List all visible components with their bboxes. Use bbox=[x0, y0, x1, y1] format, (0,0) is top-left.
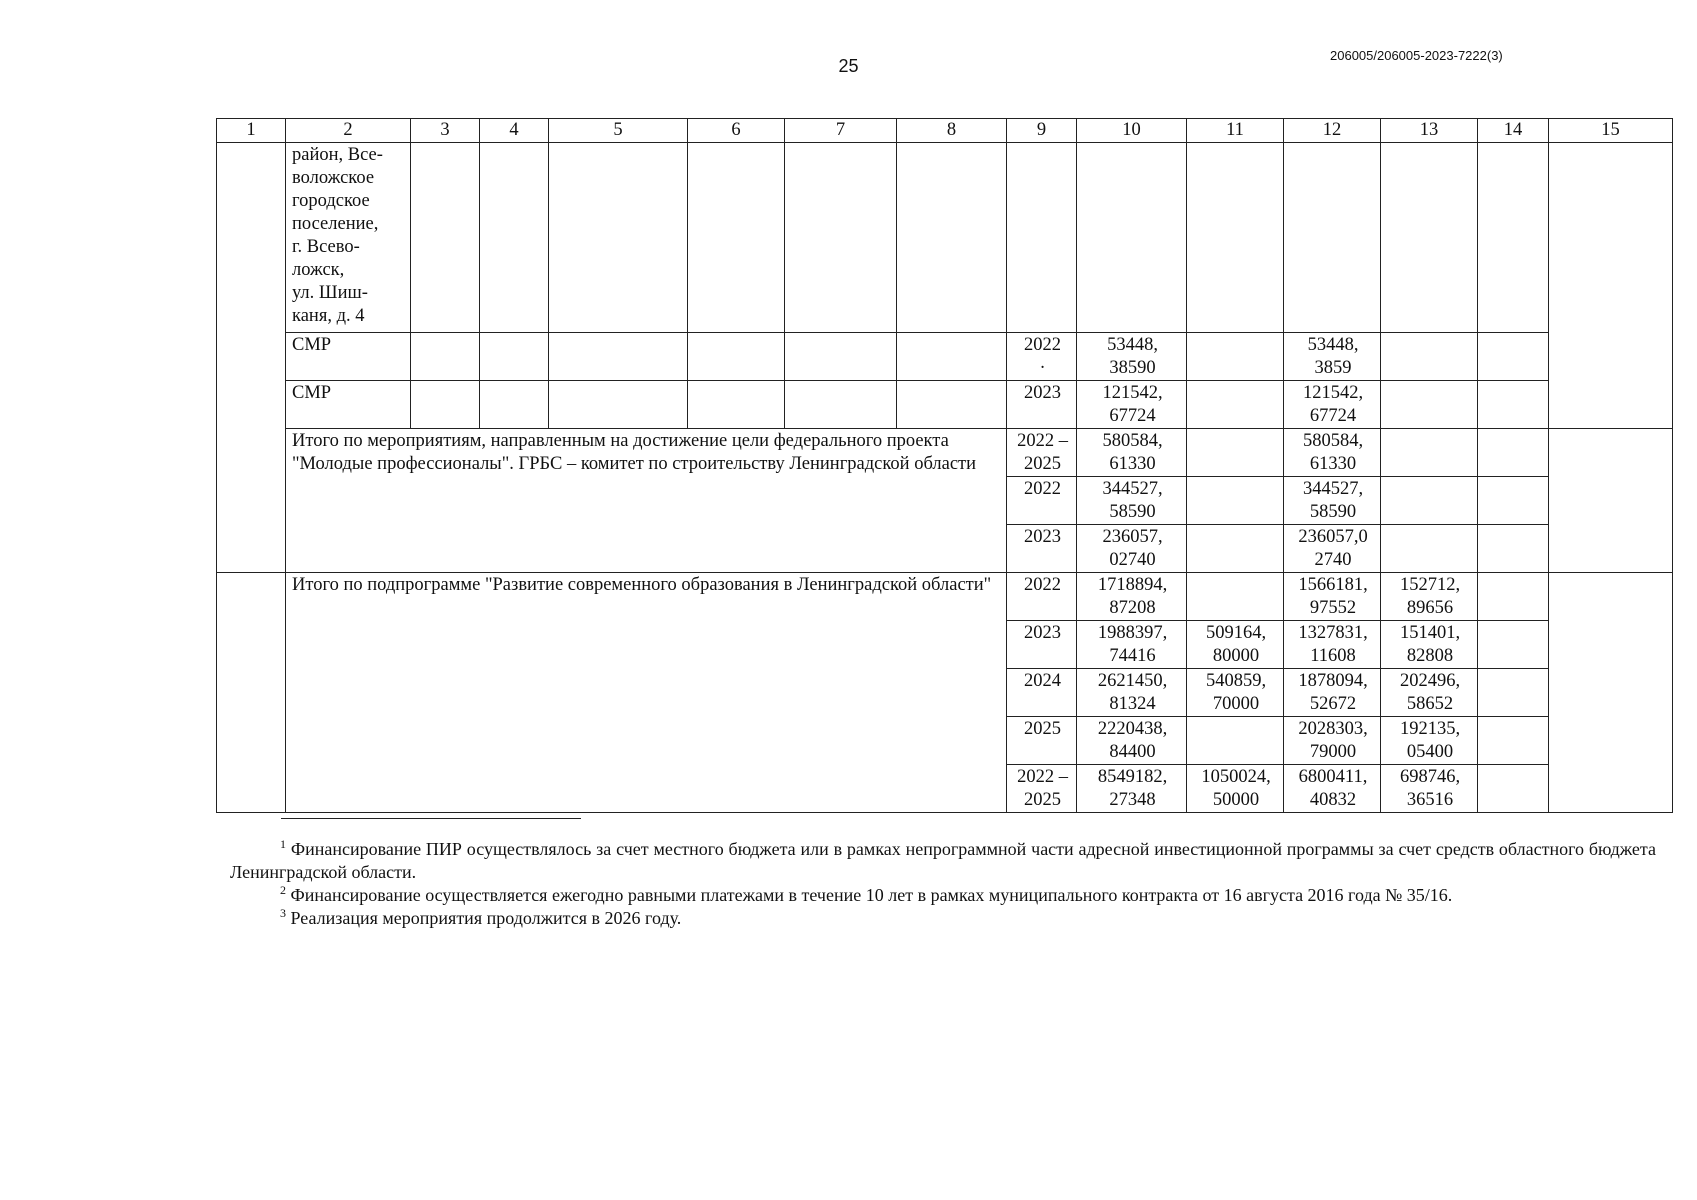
address-line: воложское bbox=[292, 168, 375, 188]
itogo-podprogramma-text: Итого по подпрограмме "Развитие современного образования в Ленинградской области" bbox=[286, 573, 1007, 813]
value-cell-12: 580584, 61330 bbox=[1284, 429, 1381, 477]
value-cell-11 bbox=[1187, 717, 1284, 765]
value-cell-12: 53448, 3859 bbox=[1284, 333, 1381, 381]
col-header-14: 14 bbox=[1478, 119, 1549, 143]
itogo-molodye-text: Итого по мероприятиям, направленным на достижение цели федерального проекта "Молодые профессионалы". ГРБС – комитет по строительству Ленинградской области bbox=[286, 429, 1007, 573]
cmr-name: СМР bbox=[286, 333, 411, 381]
footnote-2: $^2$ Финансирование осуществляется ежегодно равными платежами в течение 10 лет в рамках муниципального контракта от 16 августа 2016 года № 35/16. bbox=[280, 883, 1453, 905]
col-header-15: 15 bbox=[1549, 119, 1673, 143]
value-cell-12: 344527, 58590 bbox=[1284, 477, 1381, 525]
year-cell: 2022 bbox=[1007, 573, 1077, 621]
col-header-7: 7 bbox=[785, 119, 897, 143]
value-cell-11: 509164, 80000 bbox=[1187, 621, 1284, 669]
address-line: г. Всево- bbox=[292, 237, 360, 257]
value-cell-12: 1566181, 97552 bbox=[1284, 573, 1381, 621]
year-cell: 2023 bbox=[1007, 381, 1077, 429]
column-number-row bbox=[217, 119, 1673, 143]
value-cell-12: 2028303, 79000 bbox=[1284, 717, 1381, 765]
page-number: 25 bbox=[838, 56, 859, 76]
address-line: район, Все- bbox=[292, 145, 383, 165]
value-cell-11 bbox=[1187, 573, 1284, 621]
value-cell-12: 1878094, 52672 bbox=[1284, 669, 1381, 717]
table-row bbox=[217, 333, 1673, 381]
document-id: 206005/206005-2023-7222(3) bbox=[1330, 48, 1503, 63]
value-cell-13: 152712, 89656 bbox=[1381, 573, 1478, 621]
budget-table bbox=[216, 118, 1673, 813]
table-row bbox=[217, 381, 1673, 429]
col-header-11: 11 bbox=[1187, 119, 1284, 143]
col-header-5: 5 bbox=[549, 119, 688, 143]
footnotes bbox=[230, 838, 1656, 930]
value-cell-10: 1718894, 87208 bbox=[1077, 573, 1187, 621]
col-header-2: 2 bbox=[286, 119, 411, 143]
value-cell-11: 1050024, 50000 bbox=[1187, 765, 1284, 813]
address-line: ул. Шиш- bbox=[292, 283, 368, 303]
col-header-10: 10 bbox=[1077, 119, 1187, 143]
address-cell bbox=[286, 143, 411, 333]
value-cell-10: 121542, 67724 bbox=[1077, 381, 1187, 429]
value-cell-10: 1988397, 74416 bbox=[1077, 621, 1187, 669]
address-line: поселение, bbox=[292, 214, 379, 234]
value-cell-11: 540859, 70000 bbox=[1187, 669, 1284, 717]
year-cell: 2022 – 2025 bbox=[1007, 765, 1077, 813]
year-cell: 2023 bbox=[1007, 525, 1077, 573]
col-header-9: 9 bbox=[1007, 119, 1077, 143]
cell-col15-merged bbox=[1549, 143, 1673, 429]
col-header-12: 12 bbox=[1284, 119, 1381, 143]
footnote-3: $^3$ Реализация мероприятия продолжится в 2026 году. bbox=[280, 906, 682, 928]
cmr-name: СМР bbox=[286, 381, 411, 429]
table-row-address bbox=[217, 143, 1673, 333]
col-header-4: 4 bbox=[480, 119, 549, 143]
value-cell-10: 236057, 02740 bbox=[1077, 525, 1187, 573]
address-line: каня, д. 4 bbox=[292, 306, 365, 326]
value-cell-13: 192135, 05400 bbox=[1381, 717, 1478, 765]
cell-col1-merged-2 bbox=[217, 573, 286, 813]
col-header-3: 3 bbox=[411, 119, 480, 143]
value-cell-13: 202496, 58652 bbox=[1381, 669, 1478, 717]
address-line: городское bbox=[292, 191, 370, 211]
table-row-itogo-molodye bbox=[217, 429, 1673, 477]
col-header-8: 8 bbox=[897, 119, 1007, 143]
footnote-separator bbox=[281, 818, 581, 819]
value-cell-12: 121542, 67724 bbox=[1284, 381, 1381, 429]
footnote-1: $^1$ Финансирование ПИР осуществлялось за счет местного бюджета или в рамках непрограммной части адресной инвестиционной программы за счет средств областного бюджета Ленинградской области. bbox=[230, 837, 1656, 882]
value-cell-13: 151401, 82808 bbox=[1381, 621, 1478, 669]
year-cell: 2022 – 2025 bbox=[1007, 429, 1077, 477]
col-header-1: 1 bbox=[217, 119, 286, 143]
table-row-itogo-podprogramma bbox=[217, 573, 1673, 621]
address-line: ложск, bbox=[292, 260, 345, 280]
year-cell: 2025 bbox=[1007, 717, 1077, 765]
value-cell-10: 8549182, 27348 bbox=[1077, 765, 1187, 813]
year-cell: 2023 bbox=[1007, 621, 1077, 669]
value-cell-12: 236057,0 2740 bbox=[1284, 525, 1381, 573]
cell-col1-merged bbox=[217, 143, 286, 573]
year-cell: 2022 . bbox=[1007, 333, 1077, 381]
value-cell-10: 580584, 61330 bbox=[1077, 429, 1187, 477]
year-cell: 2022 bbox=[1007, 477, 1077, 525]
cell-col15-merged-2 bbox=[1549, 429, 1673, 573]
value-cell-13: 698746, 36516 bbox=[1381, 765, 1478, 813]
value-cell-10: 2621450, 81324 bbox=[1077, 669, 1187, 717]
value-cell-10: 53448, 38590 bbox=[1077, 333, 1187, 381]
value-cell-10: 344527, 58590 bbox=[1077, 477, 1187, 525]
year-cell: 2024 bbox=[1007, 669, 1077, 717]
col-header-6: 6 bbox=[688, 119, 785, 143]
col-header-13: 13 bbox=[1381, 119, 1478, 143]
value-cell-12: 6800411, 40832 bbox=[1284, 765, 1381, 813]
value-cell-12: 1327831, 11608 bbox=[1284, 621, 1381, 669]
cell-col15-merged-3 bbox=[1549, 573, 1673, 813]
value-cell-10: 2220438, 84400 bbox=[1077, 717, 1187, 765]
